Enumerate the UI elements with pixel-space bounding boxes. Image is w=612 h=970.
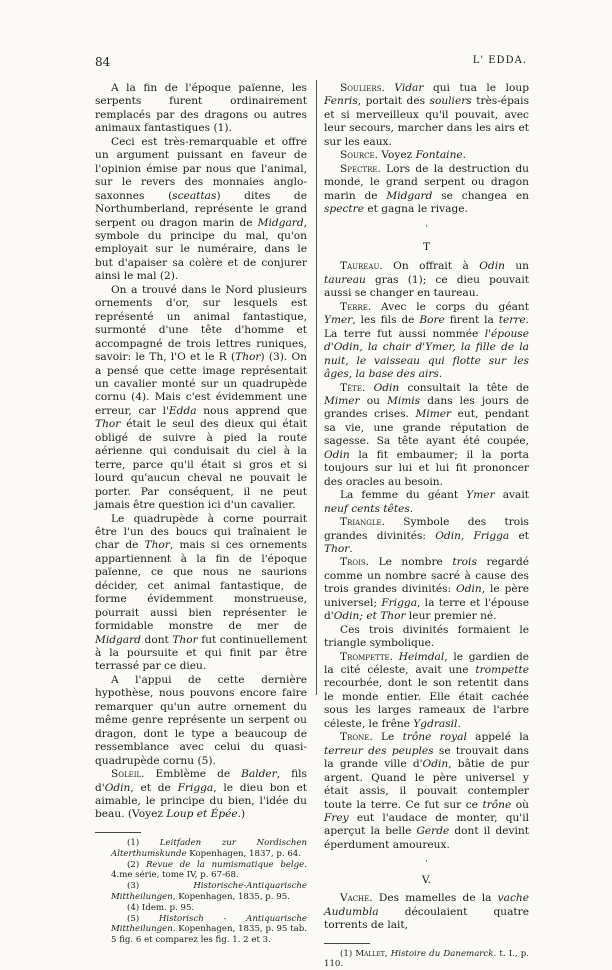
paragraph: Ces trois divinités formaient le triangle symbolique.	[324, 623, 529, 650]
footnote: (1) Leitfaden zur Nordischen Alterthumskunde Kopenhagen, 1837, p. 64.	[111, 837, 308, 859]
column-divider	[316, 80, 317, 695]
entry-spectre: Spectre. Lors de la destruction du monde, le grand serpent ou dragon marin de Midgard se changea en spectre et gagna le rivage.	[324, 162, 529, 216]
paragraph: A l'appui de cette dernière hypothèse, nous pouvons encore faire remarquer qu'un autre ornement du même genre représente un serpent ou dragon, dont le type a beaucoup de ressemblance avec celui du quasi-quadrupède cornu (5).	[95, 673, 307, 767]
entry-souliers: Souliers. Vidar qui tua le loup Fenris, portait des souliers très-épais et si merveilleux qu'il pouvait, avec leur secours, marcher dans les airs et sur les eaux.	[324, 82, 530, 148]
footnote: (2) Revue de la numismatique belge. 4.me série, tome IV, p. 67-68.	[111, 859, 307, 881]
entry-terre: Terre. Avec le corps du géant Ymer, les fils de Bore firent la terre. La terre fut aussi nommée l'épouse d'Odin, la chair d'Ymer, la fille de la nuit, le vaisseau qui flotte sur les âges, la base des airs.	[324, 300, 529, 381]
paragraph: A la fin de l'époque païenne, les serpents furent ordinairement remplacés par des dragons ou autres animaux fantastiques (1).	[95, 82, 307, 135]
paragraph: Ceci est très-remarquable et offre un argument puissant en faveur de l'opinion émise par nous que l'animal, sur le revers des monnaies anglo-saxonnes (sceattas) dites de Northumberland, représente le grand serpent ou dragon marin de Midgard, symbole du principe du mal, qu'on employait sur le numéraire, dans le but d'apaiser sa colère et de conjurer ainsi le mal (2).	[95, 135, 307, 283]
page-header	[95, 55, 527, 71]
footnote-rule	[324, 943, 370, 944]
page-number: 84	[95, 55, 111, 69]
paragraph: Le quadrupède à corne pourrait être l'un des boucs qui traînaient le char de Thor, mais si ces ornements appartiennent à la fin de l'époque païenne, ce que nous ne saurions décider, cet animal fantastique, de forme évidemment monstrueuse, pourrait aussi bien représenter le formidable monstre de mer de Midgard dont Thor fut continuellement à la poursuite et qui finit par être terrassé par ce dieu.	[95, 512, 307, 673]
entry-trois: Trois. Le nombre trois regardé comme un nombre sacré à cause des trois grandes divinités: Odin, le père universel; Frigga, la terre et l'épouse d'Odin; et Thor leur premier né.	[324, 556, 530, 623]
right-column	[324, 82, 529, 970]
paragraph: On a trouvé dans le Nord plusieurs ornements d'or, sur lesquels est représenté un animal fantastique, surmonté d'une tête d'homme et accompagné de trois lettres runiques, savoir: le Th, l'O et le R (Thor) (3). On a pensé que cette image représentait un cavalier monté sur un quadrupède cornu (4). Mais c'est évidemment une erreur, car l'Edda nous apprend que Thor était le seul des dieux qui était obligé de suivre à pied la route aérienne qui conduisait du ciel à la terre, parce qu'il était si gros et si lourd qu'aucun cheval ne pouvait le porter. Par conséquent, il ne peut jamais être question ici d'un cavalier.	[95, 283, 307, 512]
entry-soleil: Soleil. Emblème de Balder, fils d'Odin, et de Frigga, le dieu bon et aimable, le principe du bien, l'idée du beau. (Voyez Loup et Épée.)	[95, 768, 307, 821]
footnote: (1) Mallet, Histoire du Danemarck. t. I., p. 110.	[324, 948, 530, 970]
left-column	[95, 82, 307, 946]
entry-taureau: Taureau. On offrait à Odin un taureau gras (1); ce dieu pouvait aussi se changer en taureau.	[324, 260, 530, 300]
section-ornament: ·	[425, 857, 428, 868]
entry-trompette: Trompette. Heimdal, le gardien de la cité céleste, avait une trompette recourbée, dont le son retentit dans le monde entier. Elle était cachée sous les larges rameaux de l'arbre céleste, le frêne Ygdrasil.	[324, 650, 529, 730]
footnote: (4) Idem. p. 95.	[127, 902, 195, 913]
running-title: L' EDDA.	[472, 55, 527, 66]
entry-tete: Tête. Odin consultait la tête de Mimer ou Mimis dans les jours de grandes crises. Mimer eut, pendant sa vie, une grande réputation de sagesse. Sa tête ayant été coupée, Odin la fit embaumer; il la porta toujours sur lui et lui fit prononcer des oracles au besoin.	[324, 381, 529, 488]
section-heading-v: V.	[421, 873, 432, 886]
entry-triangle: Triangle. Symbole des trois grandes divinités: Odin, Frigga et Thor.	[324, 516, 529, 555]
section-heading-t: T	[422, 240, 431, 253]
footnote: (5) Historisch - Antiquarische Mittheilungen. Kopenhagen, 1835, p. 95 tab. 5 fig. 6 et comparez les fig. 1. 2 et 3.	[111, 913, 307, 946]
footnote: (3) Historische-Antiquarische Mittheilungen, Kopenhagen, 1835, p. 95.	[111, 881, 307, 902]
section-ornament: ·	[425, 221, 428, 232]
footnote-rule	[95, 832, 141, 833]
entry-source: Source. Voyez Fontaine.	[340, 149, 467, 162]
paragraph: La femme du géant Ymer avait neuf cents têtes.	[324, 489, 529, 515]
entry-trone: Trone. Le trône royal appelé la terreur des peuples se trouvait dans la grande ville d'Odin, bâtie de pur argent. Quand le père universel y était assis, il pouvait contempler toute la terre. Ce fut sur ce trône où Frey eut l'audace de monter, qu'il aperçut la belle Gerde dont il devint éperdument amoureux.	[324, 731, 529, 851]
entry-vache: Vache. Des mamelles de la vache Audumbla découlaient quatre torrents de lait,	[324, 892, 529, 932]
